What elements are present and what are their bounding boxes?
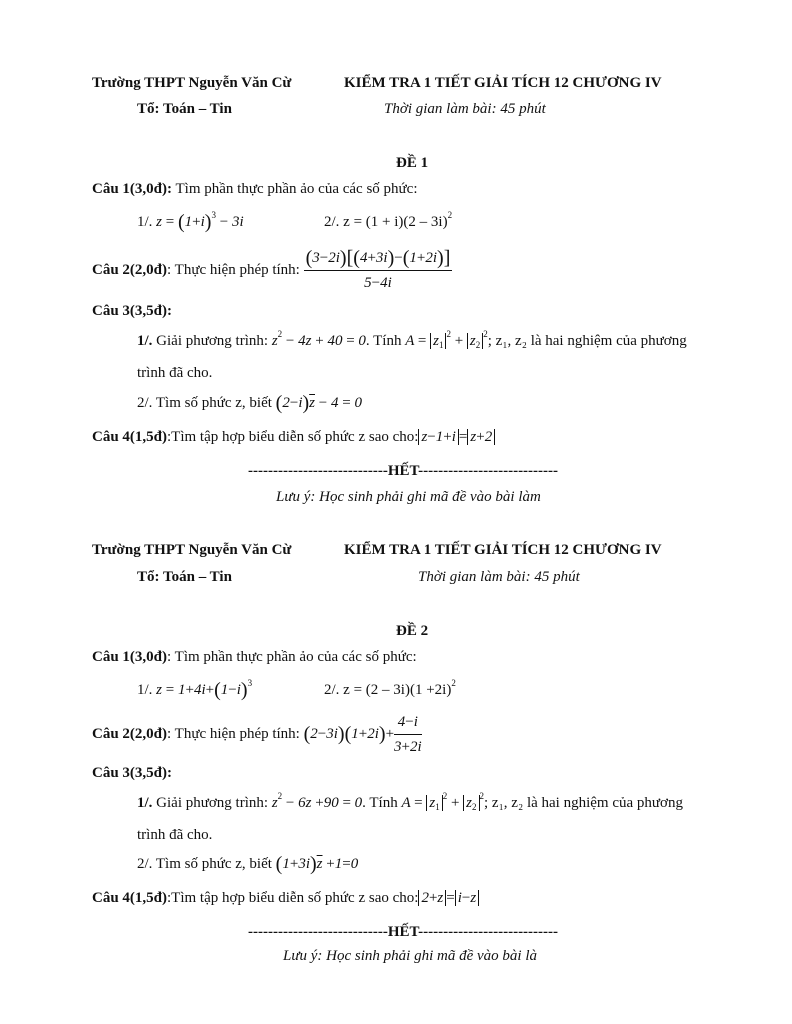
equation: $z^2 - 6z +90 = 0$ xyxy=(271,791,363,811)
expression: $A = z_1^2 + z_2^2$ xyxy=(405,329,488,350)
q1-item-2: 2/. z = (1 + i)(2 – 3i)$^2$ xyxy=(324,210,453,230)
formula: 2/. z = (1 + i)(2 – 3i) xyxy=(324,214,448,230)
item-text: ; z₁, z₂ là hai nghiệm của phương xyxy=(484,795,683,811)
q1-item-1 xyxy=(137,678,253,701)
question-label: Câu 4(1,5đ) xyxy=(92,429,168,445)
fraction-formula: $\frac{(3-2i)[(4+3i)-(1+2i)]}{5-4i}$ xyxy=(305,247,451,292)
question-2 xyxy=(92,712,422,757)
end-marker: ----------------------------HẾT---------------------------- xyxy=(248,463,559,479)
equation: $(2-i)\overline{z} - 4 = 0$ xyxy=(275,392,362,414)
school-name: Trường THPT Nguyễn Văn Cừ xyxy=(92,542,292,558)
question-4 xyxy=(92,428,495,446)
q3-item-1-cont: trình đã cho. xyxy=(137,827,213,843)
item-text: 2/. Tìm số phức z, biết xyxy=(137,856,272,872)
exam-title: KIỂM TRA 1 TIẾT GIẢI TÍCH 12 CHƯƠNG IV xyxy=(344,75,662,91)
time-limit: Thời gian làm bài: 45 phút xyxy=(418,569,580,585)
q3-item-2 xyxy=(137,855,358,873)
item-label: 1/. xyxy=(137,682,153,698)
question-1 xyxy=(92,648,417,666)
equation: 2+z = i−z xyxy=(418,890,479,906)
question-text: : Thực hiện phép tính: xyxy=(167,726,300,742)
item-text: . Tính xyxy=(362,795,398,811)
item-text: Giải phương trình: xyxy=(152,795,269,811)
item-label: 1/. xyxy=(137,214,153,230)
item-label: 1/. xyxy=(137,333,153,349)
question-label: Câu 2(2,0đ) xyxy=(92,262,168,278)
question-3-label: Câu 3(3,5đ): xyxy=(92,765,173,781)
equation: $(1+3i)\overline{z} +1=0$ xyxy=(275,853,359,875)
department: Tổ: Toán – Tin xyxy=(137,569,232,585)
equation: $z^2 - 4z + 40 = 0$ xyxy=(271,329,366,349)
formula: 2/. z = (2 – 3i)(1 +2i) xyxy=(324,682,452,698)
question-4 xyxy=(92,889,479,907)
formula: $z = (1+i)^3 - 3i$ xyxy=(156,210,244,233)
exam-code: ĐỀ 2 xyxy=(396,623,429,639)
item-text: ; z₁, z₂ là hai nghiệm của phương xyxy=(487,333,687,349)
note: Lưu ý: Học sinh phải ghi mã đề vào bài làm xyxy=(276,489,541,505)
question-text: Tìm phần thực phần ảo của các số phức: xyxy=(172,181,418,197)
school-name: Trường THPT Nguyễn Văn Cừ xyxy=(92,75,292,91)
item-text: . Tính xyxy=(365,333,402,349)
question-text: : Tìm phần thực phần ảo của các số phức: xyxy=(167,649,417,665)
formula: $z = 1+4i+(1-i)^3$ xyxy=(156,678,253,701)
equation: z−1+i = z+2 xyxy=(418,429,495,445)
question-label: Câu 4(1,5đ) xyxy=(92,890,168,906)
end-marker: ----------------------------HẾT---------------------------- xyxy=(248,924,559,940)
department: Tổ: Toán – Tin xyxy=(137,101,232,117)
fraction-formula: $\frac{4-i}{3+2i}$ xyxy=(394,714,422,756)
item-text: 2/. Tìm số phức z, biết xyxy=(137,395,272,411)
question-text: : Thực hiện phép tính: xyxy=(167,262,300,278)
question-3-label: Câu 3(3,5đ): xyxy=(92,303,173,319)
question-label: Câu 1(3,0đ) xyxy=(92,649,168,665)
question-text: :Tìm tập hợp biểu diễn số phức z sao cho: xyxy=(167,429,419,445)
q3-item-2 xyxy=(137,394,362,412)
q1-item-2: 2/. $z = (2 - 3i)(1 +2i)^2$ xyxy=(324,678,456,698)
item-label: 1/. xyxy=(137,795,153,811)
expression: $A = z_1^2 + z_2^2$ xyxy=(401,791,484,812)
note: Lưu ý: Học sinh phải ghi mã đề vào bài là xyxy=(283,948,537,964)
q1-item-1 xyxy=(137,210,244,233)
question-label: Câu 1(3,0đ): xyxy=(92,181,173,197)
formula: (2−3i)(1+2i)+ xyxy=(303,723,395,745)
time-limit: Thời gian làm bài: 45 phút xyxy=(384,101,546,117)
q3-item-1-cont: trình đã cho. xyxy=(137,365,213,381)
q3-item-1 xyxy=(137,791,683,812)
exam-code: ĐỀ 1 xyxy=(396,155,429,171)
q3-item-1 xyxy=(137,329,687,350)
question-1 xyxy=(92,180,418,198)
exam-title: KIỂM TRA 1 TIẾT GIẢI TÍCH 12 CHƯƠNG IV xyxy=(344,542,662,558)
item-text: Giải phương trình: xyxy=(152,333,269,349)
question-text: :Tìm tập hợp biểu diễn số phức z sao cho: xyxy=(167,890,419,906)
question-2 xyxy=(92,248,452,293)
question-label: Câu 2(2,0đ) xyxy=(92,726,168,742)
